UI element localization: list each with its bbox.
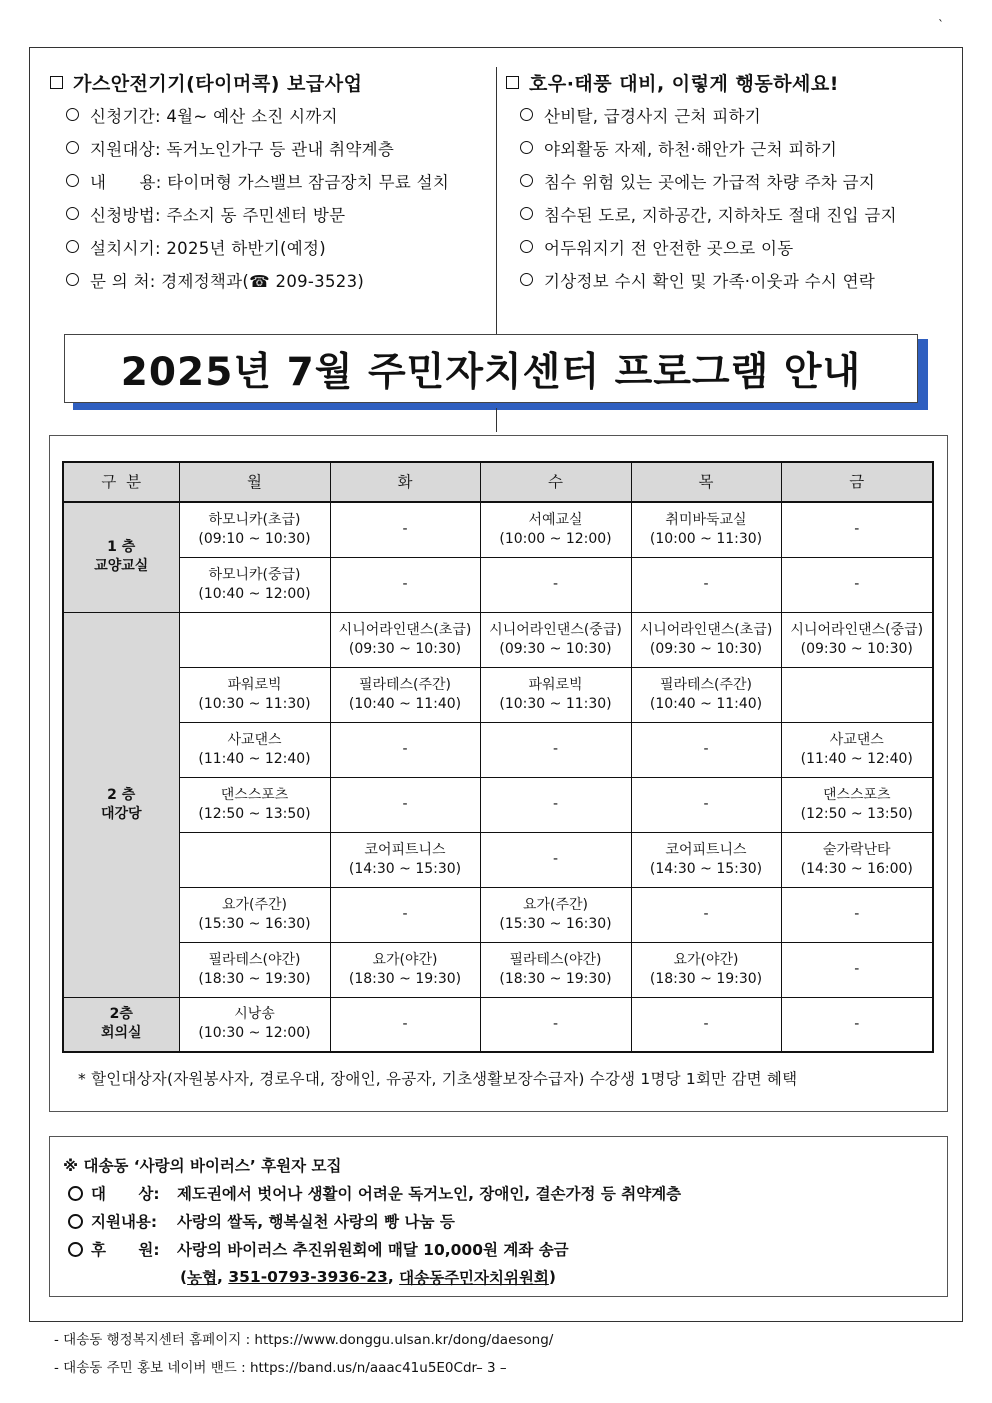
- typhoon-item: [506, 230, 946, 263]
- schedule-row: [63, 942, 933, 997]
- program-name: 필라테스(주간): [358, 676, 452, 693]
- program-name: 필라테스(주간): [659, 676, 753, 693]
- banner-title: 2025년 7월 주민자치센터 프로그램 안내: [64, 334, 918, 403]
- program-name: 필라테스(야간): [509, 951, 602, 968]
- program-name: -: [402, 521, 408, 538]
- schedule-cell: [631, 942, 781, 997]
- program-name: -: [703, 741, 709, 757]
- gas-safety-item: [50, 230, 490, 263]
- schedule-cell: [631, 612, 781, 667]
- program-name: 숟가락난타: [822, 841, 891, 858]
- schedule-row: [63, 502, 933, 557]
- typhoon-item: [506, 263, 946, 296]
- header-category: 구 분: [63, 462, 179, 502]
- program-name: 필라테스(야간): [208, 951, 301, 968]
- circle-bullet-icon: [66, 207, 79, 220]
- program-name: -: [402, 906, 408, 922]
- footer-homepage: - 대송동 행정복지센터 홈페이지 : https://www.donggu.ulsan.kr/dong/daesong/: [54, 1332, 554, 1348]
- program-name: 시니어라인댄스(중급): [489, 621, 622, 638]
- program-time: (10:30 ~ 12:00): [198, 1025, 311, 1042]
- gas-safety-title: 가스안전기기(타이머콕) 보급사업: [73, 72, 363, 95]
- circle-bullet-icon: [66, 273, 79, 286]
- schedule-cell: [781, 942, 933, 997]
- schedule-cell: [330, 502, 480, 557]
- program-name: -: [703, 906, 709, 922]
- sponsor-account-row: [63, 1263, 947, 1291]
- schedule-cell: [179, 667, 330, 722]
- gas-safety-item-text: 신청방법: 주소지 동 주민센터 방문: [90, 205, 346, 225]
- sponsor-target-value: 제도권에서 벗어나 생활이 어려운 독거노인, 장애인, 결손가정 등 취약계층: [177, 1185, 682, 1203]
- gas-safety-item: [50, 131, 490, 164]
- program-time: (18:30 ~ 19:30): [649, 970, 763, 987]
- program-time: (15:30 ~ 16:30): [499, 915, 612, 932]
- program-time: (18:30 ~ 19:30): [348, 970, 462, 987]
- program-time: (12:50 ~ 13:50): [198, 805, 311, 822]
- schedule-cell: [179, 557, 330, 612]
- schedule-row: [63, 557, 933, 612]
- typhoon-item-text: 침수된 도로, 지하공간, 지하차도 절대 진입 금지: [544, 205, 897, 225]
- gas-safety-heading: [50, 66, 490, 98]
- schedule-row: [63, 722, 933, 777]
- program-time: (14:30 ~ 15:30): [649, 860, 763, 877]
- schedule-cell: [179, 942, 330, 997]
- schedule-cell: [781, 777, 933, 832]
- program-name: 시니어라인댄스(중급): [790, 621, 924, 638]
- schedule-cell: [631, 777, 781, 832]
- schedule-cell: [179, 502, 330, 557]
- typhoon-title: 호우·태풍 대비, 이렇게 행동하세요!: [529, 72, 839, 95]
- schedule-cell: [330, 832, 480, 887]
- schedule-cell: [781, 997, 933, 1052]
- program-name: -: [854, 961, 860, 977]
- gas-safety-item-text: 설치시기: 2025년 하반기(예정): [90, 238, 327, 258]
- sponsor-donation-value: 사랑의 바이러스 추진위원회에 매달 10,000원 계좌 송금: [177, 1241, 569, 1259]
- program-time: (14:30 ~ 15:30): [348, 860, 462, 877]
- page-number: – 3 –: [476, 1360, 507, 1376]
- schedule-table: [62, 461, 934, 1053]
- typhoon-item-text: 산비탈, 급경사지 근처 피하기: [544, 106, 762, 126]
- column-divider: [496, 67, 497, 335]
- program-name: -: [703, 576, 709, 592]
- floor-label: 2층 회의실: [63, 997, 179, 1052]
- account-paren-open: (: [180, 1268, 188, 1286]
- schedule-cell: [781, 832, 933, 887]
- schedule-cell: [330, 997, 480, 1052]
- gas-safety-item: [50, 164, 490, 197]
- banner-divider: [496, 408, 497, 432]
- program-time: (10:30 ~ 11:30): [499, 695, 612, 712]
- program-name: 사교댄스: [829, 731, 884, 748]
- schedule-cell: [179, 777, 330, 832]
- header-wednesday: 수: [480, 462, 631, 502]
- program-name: 댄스스포츠: [220, 786, 289, 803]
- typhoon-section: [506, 66, 946, 296]
- program-name: 파워로빅: [227, 676, 282, 693]
- schedule-cell: [480, 997, 631, 1052]
- program-name: -: [854, 521, 860, 538]
- program-name: 시니어라인댄스(초급): [338, 621, 472, 638]
- schedule-cell: [330, 887, 480, 942]
- schedule-row: [63, 667, 933, 722]
- gas-safety-item: [50, 197, 490, 230]
- floor-label: 2 층 대강당: [63, 612, 179, 997]
- schedule-body: [63, 502, 933, 1052]
- circle-bullet-icon: [66, 240, 79, 253]
- program-name: -: [552, 1015, 559, 1032]
- program-time: (11:40 ~ 12:40): [198, 750, 311, 767]
- schedule-row: [63, 832, 933, 887]
- program-time: (11:40 ~ 12:40): [800, 750, 913, 767]
- circle-bullet-icon: [520, 174, 533, 187]
- floor-label: 1 층 교양교실: [63, 502, 179, 612]
- schedule-cell: [330, 722, 480, 777]
- schedule-cell: [781, 667, 933, 722]
- account-holder: 대송동주민자치위원회: [399, 1269, 549, 1287]
- account-number: 351-0793-3936-23: [228, 1268, 388, 1286]
- program-name: -: [552, 851, 559, 867]
- schedule-cell: [631, 997, 781, 1052]
- program-time: (14:30 ~ 16:00): [800, 860, 913, 877]
- program-time: (12:50 ~ 13:50): [800, 805, 913, 822]
- sponsor-support-row: [63, 1207, 947, 1235]
- program-time: (10:40 ~ 11:40): [348, 695, 462, 712]
- program-name: -: [402, 741, 408, 757]
- gas-safety-item-text: 내 용: 타이머형 가스밸브 잠금장치 무료 설치: [90, 172, 450, 192]
- program-name: -: [703, 796, 709, 812]
- footer-band: - 대송동 주민 홍보 네이버 밴드 : https://band.us/n/aaac41u5E0Cdr: [54, 1360, 478, 1376]
- schedule-cell: [179, 612, 330, 667]
- typhoon-item: [506, 197, 946, 230]
- schedule-cell: [631, 722, 781, 777]
- account-separator: ,: [217, 1268, 229, 1286]
- circle-bullet-icon: [520, 141, 533, 154]
- schedule-row: [63, 612, 933, 667]
- program-time: (18:30 ~ 19:30): [198, 970, 311, 987]
- program-name: 시니어라인댄스(초급): [639, 621, 773, 638]
- square-bullet-icon: [50, 76, 63, 89]
- schedule-cell: [480, 612, 631, 667]
- schedule-cell: [480, 942, 631, 997]
- schedule-cell: [330, 612, 480, 667]
- program-name: 코어피트니스: [665, 841, 747, 858]
- program-name: -: [854, 906, 860, 922]
- circle-bullet-icon: [520, 207, 533, 220]
- program-name: -: [402, 576, 408, 592]
- program-name: 댄스스포츠: [822, 786, 891, 803]
- schedule-cell: [330, 777, 480, 832]
- program-time: (09:30 ~ 10:30): [499, 640, 612, 657]
- typhoon-item: [506, 131, 946, 164]
- account-bank: 농협: [187, 1269, 218, 1287]
- typhoon-heading: [506, 66, 946, 98]
- program-time: (09:30 ~ 10:30): [800, 640, 913, 657]
- schedule-cell: [631, 502, 781, 557]
- sponsor-donation-label: 후 원:: [91, 1241, 160, 1259]
- typhoon-item-text: 야외활동 자제, 하천·해안가 근처 피하기: [544, 139, 838, 159]
- program-time: (10:40 ~ 11:40): [649, 695, 763, 712]
- program-name: -: [703, 1015, 709, 1032]
- circle-bullet-icon: [520, 240, 533, 253]
- corner-mark: `: [938, 18, 944, 32]
- schedule-cell: [631, 887, 781, 942]
- typhoon-item-text: 기상정보 수시 확인 및 가족·이웃과 수시 연락: [544, 271, 876, 291]
- program-time: (09:30 ~ 10:30): [649, 640, 763, 657]
- circle-bullet-icon: [520, 273, 533, 286]
- header-tuesday: 화: [330, 462, 480, 502]
- sponsor-target-label: 대 상:: [91, 1185, 160, 1203]
- schedule-cell: [480, 887, 631, 942]
- schedule-cell: [781, 557, 933, 612]
- program-name: 코어피트니스: [364, 841, 446, 858]
- schedule-header-row: [63, 462, 933, 502]
- schedule-row: [63, 997, 933, 1052]
- square-bullet-icon: [506, 76, 519, 89]
- typhoon-item: [506, 98, 946, 131]
- program-name: 사교댄스: [227, 731, 282, 748]
- program-name: 하모니카(초급): [208, 511, 301, 528]
- program-name: 취미바둑교실: [665, 511, 747, 528]
- gas-safety-item: [50, 263, 490, 296]
- program-time: (18:30 ~ 19:30): [499, 970, 612, 987]
- program-name: -: [854, 576, 860, 592]
- account-separator: ,: [387, 1268, 400, 1286]
- schedule-cell: [480, 502, 631, 557]
- schedule-cell: [330, 557, 480, 612]
- program-name: 파워로빅: [528, 676, 583, 693]
- schedule-cell: [480, 557, 631, 612]
- schedule-row: [63, 887, 933, 942]
- circle-bullet-icon: [68, 1214, 83, 1229]
- circle-bullet-icon: [520, 108, 533, 121]
- account-paren-close: ): [548, 1268, 556, 1286]
- header-thursday: 목: [631, 462, 781, 502]
- schedule-cell: [179, 997, 330, 1052]
- schedule-row: [63, 777, 933, 832]
- sponsor-box: [49, 1136, 948, 1297]
- program-name: 서예교실: [528, 511, 583, 528]
- sponsor-support-label: 지원내용:: [91, 1213, 158, 1231]
- program-time: (09:10 ~ 10:30): [198, 530, 311, 547]
- header-monday: 월: [179, 462, 330, 502]
- circle-bullet-icon: [66, 141, 79, 154]
- schedule-cell: [480, 667, 631, 722]
- program-time: (10:40 ~ 12:00): [198, 585, 311, 602]
- program-name: -: [552, 796, 559, 812]
- program-name: 요가(야간): [673, 951, 739, 968]
- typhoon-item: [506, 164, 946, 197]
- program-name: -: [552, 741, 559, 757]
- program-name: -: [854, 1015, 860, 1032]
- program-time: (10:00 ~ 12:00): [499, 530, 612, 547]
- gas-safety-section: [50, 66, 490, 296]
- program-name: 요가(야간): [372, 951, 438, 968]
- schedule-cell: [781, 887, 933, 942]
- schedule-cell: [781, 612, 933, 667]
- schedule-cell: [330, 942, 480, 997]
- circle-bullet-icon: [66, 108, 79, 121]
- schedule-cell: [631, 667, 781, 722]
- program-name: 요가(주간): [522, 896, 589, 913]
- schedule-cell: [179, 887, 330, 942]
- gas-safety-item: [50, 98, 490, 131]
- header-friday: 금: [781, 462, 933, 502]
- circle-bullet-icon: [68, 1186, 83, 1201]
- program-name: -: [402, 796, 408, 812]
- typhoon-item-text: 어두워지기 전 안전한 곳으로 이동: [544, 238, 794, 258]
- gas-safety-item-text: 지원대상: 독거노인가구 등 관내 취약계층: [90, 139, 395, 159]
- program-name: -: [402, 1015, 408, 1032]
- sponsor-title: ※ 대송동 ‘사랑의 바이러스’ 후원자 모집: [63, 1157, 342, 1175]
- sponsor-donation-row: [63, 1235, 947, 1263]
- schedule-cell: [781, 722, 933, 777]
- program-name: 시낭송: [234, 1006, 275, 1023]
- schedule-cell: [179, 722, 330, 777]
- gas-safety-item-text: 신청기간: 4월~ 예산 소진 시까지: [90, 106, 338, 126]
- program-time: (10:30 ~ 11:30): [198, 695, 311, 712]
- sponsor-target-row: [63, 1179, 947, 1207]
- schedule-cell: [480, 777, 631, 832]
- schedule-cell: [179, 832, 330, 887]
- schedule-cell: [781, 502, 933, 557]
- gas-safety-item-text: 문 의 처: 경제정책과(☎ 209-3523): [90, 271, 365, 291]
- schedule-cell: [631, 832, 781, 887]
- program-name: 요가(주간): [221, 896, 288, 913]
- circle-bullet-icon: [66, 174, 79, 187]
- program-name: -: [552, 576, 559, 592]
- typhoon-item-text: 침수 위험 있는 곳에는 가급적 차량 주차 금지: [544, 172, 876, 192]
- sponsor-support-value: 사랑의 쌀독, 행복실천 사랑의 빵 나눔 등: [177, 1213, 455, 1231]
- program-time: (10:00 ~ 11:30): [649, 530, 763, 547]
- schedule-cell: [330, 667, 480, 722]
- discount-note: * 할인대상자(자원봉사자, 경로우대, 장애인, 유공자, 기초생활보장수급자) 수강생 1명당 1회만 감면 혜택: [78, 1070, 798, 1088]
- program-time: (09:30 ~ 10:30): [348, 640, 462, 657]
- circle-bullet-icon: [68, 1242, 83, 1257]
- schedule-cell: [480, 832, 631, 887]
- program-time: (15:30 ~ 16:30): [198, 915, 311, 932]
- schedule-cell: [631, 557, 781, 612]
- schedule-cell: [480, 722, 631, 777]
- program-name: 하모니카(중급): [208, 566, 301, 583]
